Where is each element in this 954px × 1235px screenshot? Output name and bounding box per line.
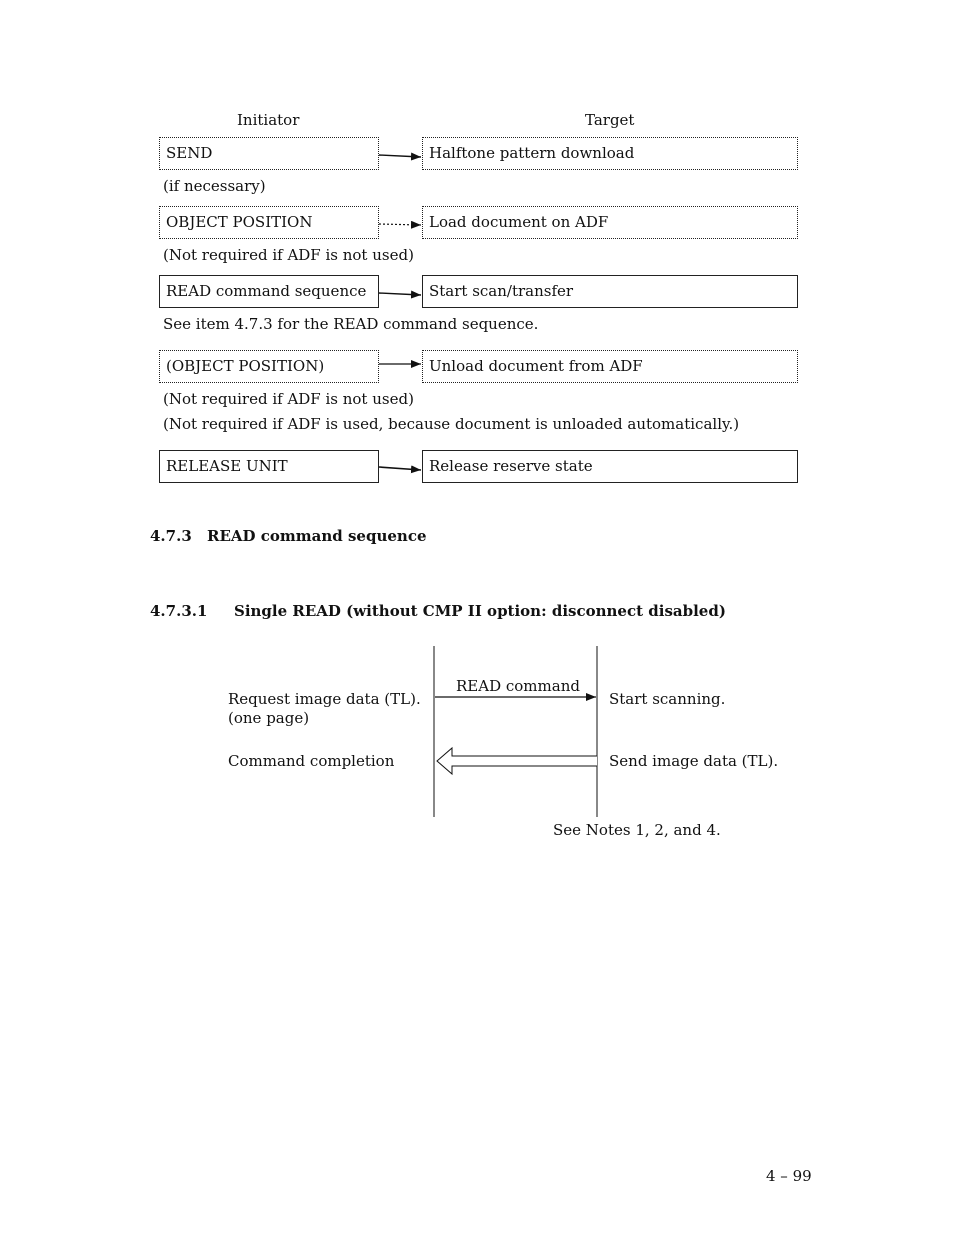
subsection-title: Single READ (without CMP II option: disconnect disabled) xyxy=(234,602,726,620)
initiator-header: Initiator xyxy=(237,111,300,129)
note-adf-not-used-1: (Not required if ADF is not used) xyxy=(163,246,414,264)
initiator-box-send: SEND xyxy=(159,137,379,170)
target-header: Target xyxy=(585,111,635,129)
initiator-box-release-unit: RELEASE UNIT xyxy=(159,450,379,483)
command-completion-label: Command completion xyxy=(228,752,395,770)
note-see-item: See item 4.7.3 for the READ command sequence. xyxy=(163,315,539,333)
page-number: 4 – 99 xyxy=(766,1167,812,1185)
start-scanning-label: Start scanning. xyxy=(609,690,726,708)
target-box-start-scan: Start scan/transfer xyxy=(422,275,798,308)
initiator-box-object-position: OBJECT POSITION xyxy=(159,206,379,239)
target-box-load-document: Load document on ADF xyxy=(422,206,798,239)
initiator-box-read-sequence: READ command sequence xyxy=(159,275,379,308)
note-if-necessary: (if necessary) xyxy=(163,177,266,195)
send-image-data-label: Send image data (TL). xyxy=(609,752,779,770)
initiator-box-object-position-opt: (OBJECT POSITION) xyxy=(159,350,379,383)
one-page-label: (one page) xyxy=(228,709,310,727)
target-box-halftone: Halftone pattern download xyxy=(422,137,798,170)
target-box-release-reserve: Release reserve state xyxy=(422,450,798,483)
subsection-number: 4.7.3.1 xyxy=(150,602,208,620)
note-adf-not-used-2: (Not required if ADF is not used) xyxy=(163,390,414,408)
data-transfer-hollow-arrow xyxy=(437,748,597,774)
target-box-unload-document: Unload document from ADF xyxy=(422,350,798,383)
read-command-label: READ command xyxy=(456,677,580,695)
section-number: 4.7.3 xyxy=(150,527,192,545)
note-adf-used: (Not required if ADF is used, because document is unloaded automatically.) xyxy=(163,415,740,433)
see-notes-label: See Notes 1, 2, and 4. xyxy=(553,821,721,839)
section-title: READ command sequence xyxy=(207,527,427,545)
request-image-data-label: Request image data (TL). xyxy=(228,690,421,708)
